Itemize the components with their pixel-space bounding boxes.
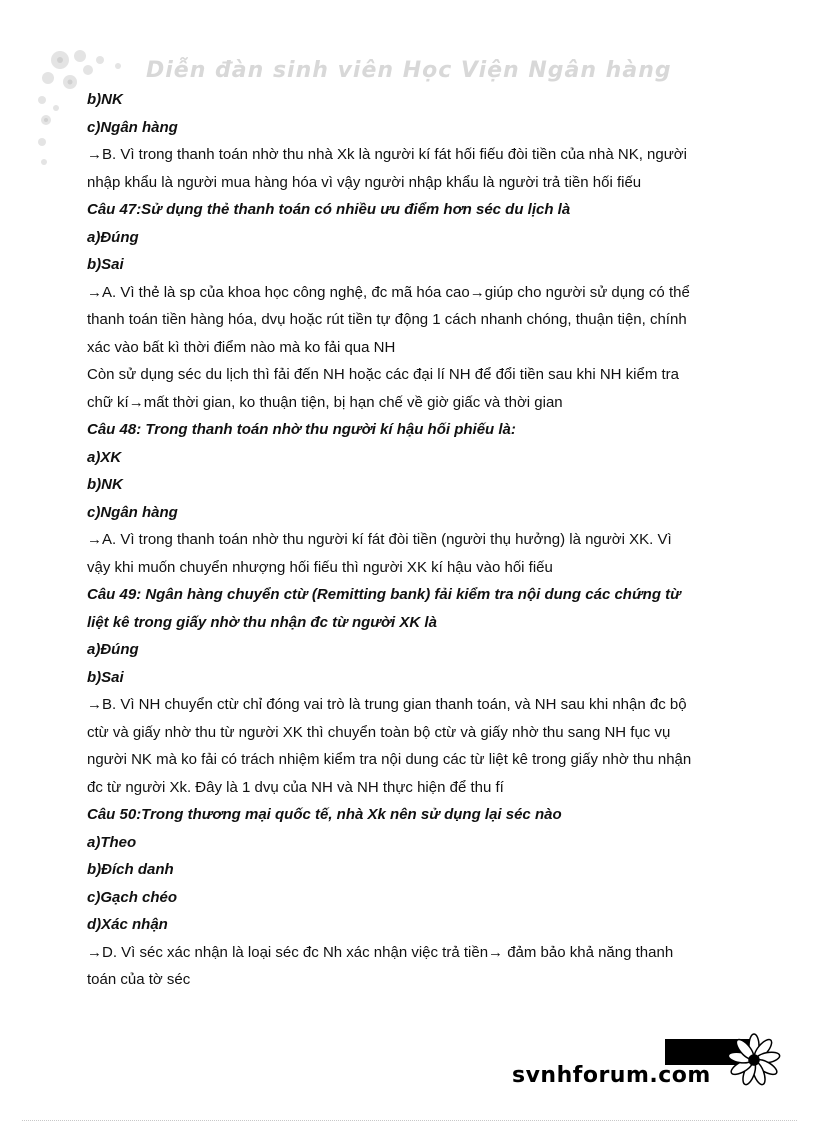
line-text: nhập khẩu là người mua hàng hóa vì vậy người nhập khẩu là người trả tiền hối fiếu	[87, 173, 642, 191]
line-text: vậy khi muốn chuyển nhượng hối fiếu thì người XK kí hậu vào hối fiếu	[87, 558, 553, 576]
line-text: đc từ người Xk. Đây là 1 dvụ của NH và NH thực hiện để thu fí	[87, 778, 504, 796]
line-text: xác vào bất kì thời điểm nào mà ko fải qua NH	[87, 338, 396, 356]
flower-logo-icon	[718, 1030, 790, 1090]
line-text: B. Vì NH chuyển ctừ chỉ đóng vai trò là trung gian thanh toán, và NH sau khi nhận đc bộ	[102, 696, 687, 713]
text-line	[87, 719, 753, 747]
line-text: D. Vì séc xác nhận là loại séc đc Nh xác nhận việc trả tiền	[102, 943, 489, 961]
line-text: A. Vì thẻ là sp của khoa học công nghệ, đc mã hóa cao	[102, 283, 470, 301]
text-line	[87, 86, 753, 114]
text-line	[87, 279, 753, 307]
text-line	[87, 224, 753, 252]
text-line	[87, 251, 753, 279]
text-line	[87, 471, 753, 499]
text-line	[87, 554, 753, 582]
text-line	[87, 169, 753, 197]
forum-header-title: Diễn đàn sinh viên Học Viện Ngân hàng	[146, 58, 672, 83]
text-line	[87, 746, 753, 774]
text-line	[87, 499, 753, 527]
line-text: liệt kê trong giấy nhờ thu nhận đc từ người XK là	[87, 613, 437, 631]
line-text: a)XK	[87, 448, 122, 466]
line-text: người NK mà ko fải có trách nhiệm kiểm tra nội dung các từ liệt kê trong giấy nhờ thu nhận	[87, 751, 692, 768]
line-text: giúp cho người sử dụng có thể	[484, 283, 690, 301]
line-text: b)Đích danh	[87, 861, 174, 878]
text-line	[87, 801, 753, 829]
text-line	[87, 966, 753, 994]
text-line	[87, 636, 753, 664]
line-text: Câu 50:Trong thương mại quốc tế, nhà Xk nên sử dụng lại séc nào	[87, 806, 562, 823]
arrow-icon: →	[128, 393, 144, 411]
line-text: Còn sử dụng séc du lịch thì fải đến NH hoặc các đại lí NH để đổi tiền sau khi NH kiểm tra	[87, 366, 679, 383]
line-text: Câu 49: Ngân hàng chuyển ctừ (Remitting bank) fải kiểm tra nội dung các chứng từ	[87, 586, 681, 603]
text-line	[87, 856, 753, 884]
line-text: b)Sai	[87, 256, 124, 273]
line-text: a)Đúng	[87, 228, 139, 246]
text-line	[87, 334, 753, 362]
line-text: a)Theo	[87, 833, 137, 851]
line-text: chữ kí	[87, 393, 129, 411]
line-text: a)Đúng	[87, 641, 139, 658]
page-bottom-rule	[22, 1120, 797, 1121]
line-text: B. Vì trong thanh toán nhờ thu nhà Xk là người kí fát hối fiếu đòi tiền của nhà NK, người	[102, 146, 687, 163]
line-text: Câu 47:Sử dụng thẻ thanh toán có nhiều ưu điểm hơn séc du lịch là	[87, 201, 571, 218]
arrow-icon: →	[87, 943, 102, 961]
arrow-icon: →	[87, 146, 102, 163]
arrow-icon: →	[87, 283, 102, 301]
arrow-icon: →	[469, 283, 485, 301]
text-line	[87, 389, 753, 417]
text-line	[87, 196, 753, 224]
text-line	[87, 114, 753, 142]
text-line	[87, 609, 753, 637]
text-line	[87, 361, 753, 389]
footer-brand-text: svnhforum.com	[512, 1063, 711, 1088]
arrow-icon: →	[488, 943, 504, 961]
arrow-icon: →	[87, 531, 102, 548]
arrow-icon: →	[87, 696, 102, 713]
text-line	[87, 911, 753, 939]
text-line	[87, 526, 753, 554]
text-line	[87, 884, 753, 912]
text-line	[87, 306, 753, 334]
line-text: đảm bảo khả năng thanh	[503, 943, 674, 961]
line-text: ctừ và giấy nhờ thu từ người XK thì chuyển toàn bộ ctừ và giấy nhờ thu sang NH fục vụ	[87, 723, 671, 741]
line-text: b)NK	[87, 476, 123, 493]
text-line	[87, 141, 753, 169]
line-text: d)Xác nhận	[87, 916, 168, 933]
line-text: toán của tờ séc	[87, 971, 191, 988]
line-text: mất thời gian, ko thuận tiện, bị hạn chế về giờ giấc và thời gian	[143, 393, 563, 411]
line-text: Câu 48: Trong thanh toán nhờ thu người kí hậu hối phiếu là:	[87, 421, 516, 438]
text-line	[87, 581, 753, 609]
line-text: b)Sai	[87, 668, 124, 686]
text-line	[87, 774, 753, 802]
text-line	[87, 829, 753, 857]
text-line	[87, 416, 753, 444]
text-line	[87, 664, 753, 692]
line-text: c)Gạch chéo	[87, 888, 178, 906]
text-line	[87, 939, 753, 967]
line-text: b)NK	[87, 91, 123, 108]
text-line	[87, 444, 753, 472]
line-text: c)Ngân hàng	[87, 503, 178, 521]
line-text: A. Vì trong thanh toán nhờ thu người kí fát đòi tiền (người thụ hưởng) là người XK. Vì	[102, 531, 672, 548]
line-text: thanh toán tiền hàng hóa, dvụ hoặc rút tiền tự động 1 cách nhanh chóng, thuận tiện, chính	[87, 311, 687, 328]
line-text: c)Ngân hàng	[87, 118, 178, 136]
text-line	[87, 691, 753, 719]
document-body	[87, 86, 753, 994]
